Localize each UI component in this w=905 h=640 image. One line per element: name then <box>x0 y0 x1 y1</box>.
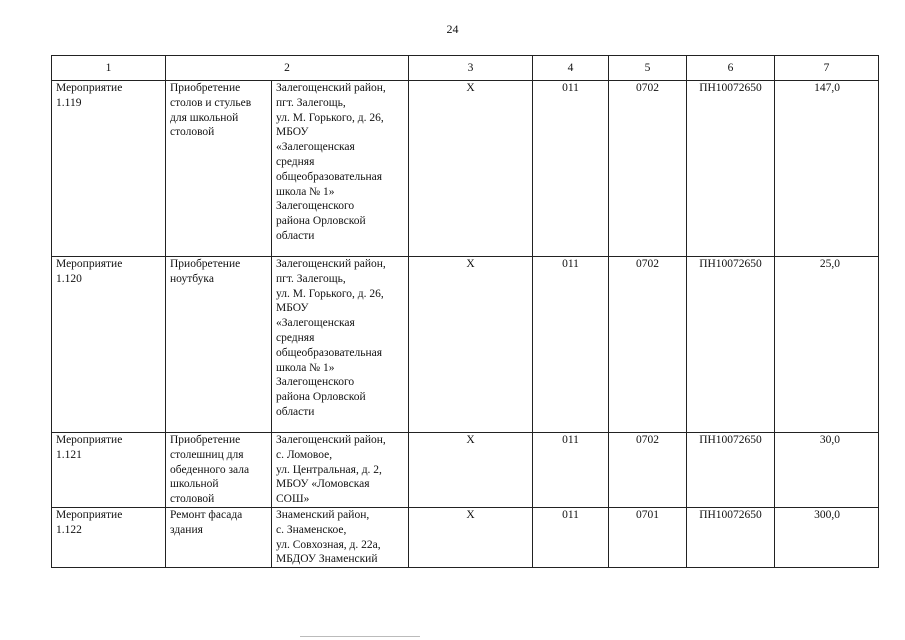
col6-value: ПН10072650 <box>699 434 762 446</box>
page-number: 24 <box>446 22 459 36</box>
header-col-3: 3 <box>409 56 533 81</box>
col7-value: 300,0 <box>814 508 840 521</box>
header-col-4: 4 <box>533 56 609 81</box>
event-name: Приобретение ноутбука <box>170 258 241 285</box>
budget-table <box>51 55 879 568</box>
table-row <box>52 507 879 567</box>
col5-value: 0702 <box>636 82 659 94</box>
event-name: Приобретение столешниц для обеденного зала школьной столовой <box>170 434 250 506</box>
header-col-1: 1 <box>52 56 166 81</box>
col6-value: ПН10072650 <box>699 258 762 270</box>
event-number: Мероприятие 1.120 <box>56 258 123 285</box>
col3-value: X <box>466 508 475 521</box>
col7-value: 30,0 <box>819 434 840 446</box>
col4-value: 011 <box>562 82 579 94</box>
col5-value: 0702 <box>636 434 659 446</box>
table-row <box>52 257 879 433</box>
event-address: Залегощенский район, пгт. Залегощь, ул. М. Горького, д. 26, МБОУ «Залегощенская средняя общеобразовательная школа № 1» Залегощенского района Орловской области <box>276 258 386 418</box>
event-address: Знаменский район, с. Знаменское, ул. Совхозная, д. 22а, МБДОУ Знаменский <box>276 508 381 566</box>
header-col-2: 2 <box>166 56 409 81</box>
event-number: Мероприятие 1.121 <box>56 434 123 461</box>
col7-value: 25,0 <box>819 258 840 270</box>
event-number: Мероприятие 1.122 <box>56 508 123 536</box>
header-col-7: 7 <box>775 56 879 81</box>
col3-value: X <box>466 434 475 446</box>
event-number: Мероприятие 1.119 <box>56 82 123 109</box>
col7-value: 147,0 <box>814 82 840 94</box>
event-address: Залегощенский район, с. Ломовое, ул. Центральная, д. 2, МБОУ «Ломовская СОШ» <box>276 434 386 506</box>
header-col-6: 6 <box>687 56 775 81</box>
col4-value: 011 <box>562 508 579 521</box>
col4-value: 011 <box>562 258 579 270</box>
page-bottom-rule <box>300 636 420 637</box>
col4-value: 011 <box>562 434 579 446</box>
table-header-row <box>52 56 879 81</box>
event-name: Ремонт фасада здания <box>170 508 243 536</box>
header-col-5: 5 <box>609 56 687 81</box>
table-row <box>52 433 879 508</box>
table-row <box>52 81 879 257</box>
col6-value: ПН10072650 <box>699 508 762 521</box>
col5-value: 0701 <box>636 508 659 521</box>
col3-value: X <box>466 258 475 270</box>
col5-value: 0702 <box>636 258 659 270</box>
event-address: Залегощенский район, пгт. Залегощь, ул. М. Горького, д. 26, МБОУ «Залегощенская средняя общеобразовательная школа № 1» Залегощенского района Орловской области <box>276 82 386 242</box>
event-name: Приобретение столов и стульев для школьной столовой <box>170 82 252 139</box>
col6-value: ПН10072650 <box>699 82 762 94</box>
col3-value: X <box>466 82 475 94</box>
